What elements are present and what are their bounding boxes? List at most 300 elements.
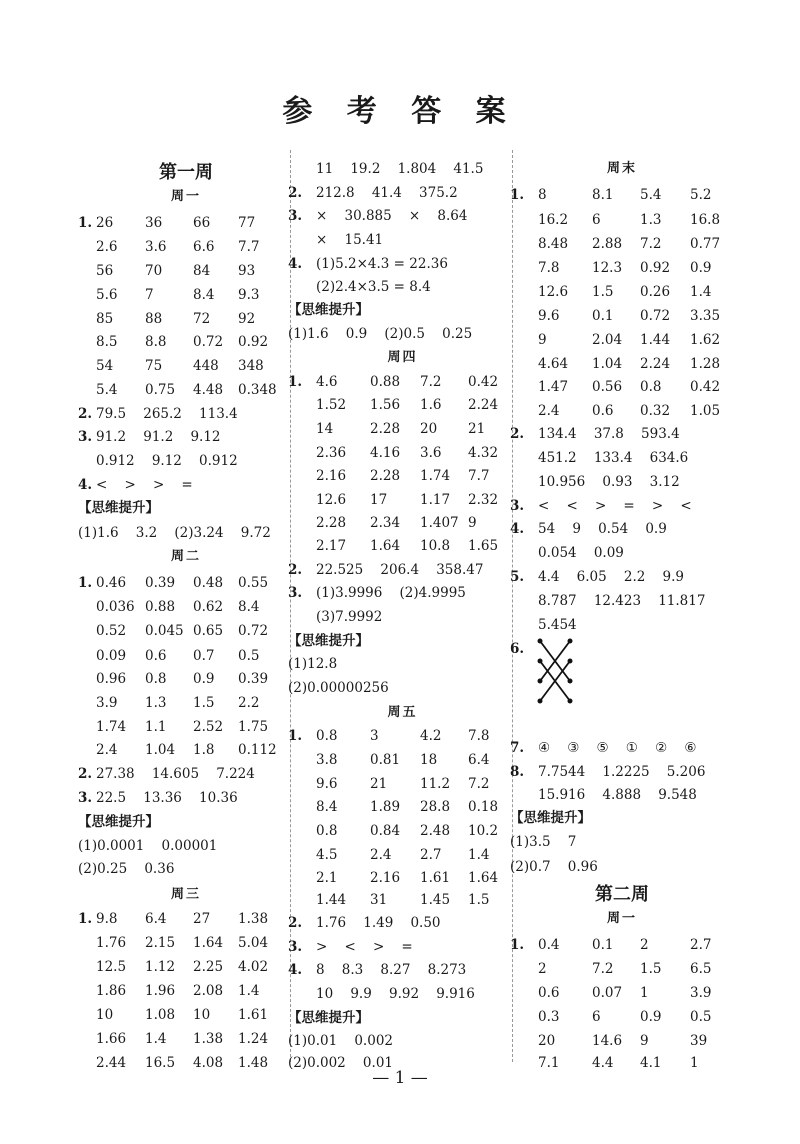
- answer-line: [78, 426, 282, 448]
- answer-cell: 77: [238, 215, 256, 231]
- answer-cell: 0.9: [690, 260, 712, 276]
- answer-row: [90, 692, 282, 714]
- answer-row: [90, 355, 282, 377]
- answer-cell: 0.8: [316, 823, 338, 839]
- answer-row: [90, 620, 282, 642]
- section-heading: 【思维提升】: [510, 810, 591, 826]
- answer-row: [522, 257, 722, 279]
- question-number: 3.: [288, 939, 303, 955]
- answer-cell: 1.04: [592, 356, 623, 372]
- page-title: 参 考 答 案: [282, 94, 518, 129]
- answer-cell: 1.64: [193, 935, 224, 951]
- answer-row: [90, 739, 282, 761]
- answer-cell: 6: [592, 212, 601, 228]
- answer-cell: 1.08: [145, 1007, 176, 1023]
- answer-row: [288, 725, 505, 747]
- section-heading: 【思维提升】: [78, 500, 159, 516]
- answer-cell: 1: [640, 985, 649, 1001]
- answer-text: 22.5 13.36 10.36: [96, 790, 238, 806]
- answer-cell: 2.32: [468, 492, 499, 508]
- question-number: 2.: [288, 562, 303, 578]
- answer-cell: 3.6: [420, 445, 442, 461]
- answer-line: [288, 959, 505, 981]
- answer-line: (2)0.002 0.01: [288, 1055, 393, 1071]
- answer-cell: 1.5: [640, 961, 662, 977]
- day-heading: 周一: [606, 911, 637, 926]
- answer-cell: 0.5: [238, 648, 260, 664]
- answer-line: [510, 761, 722, 783]
- answer-cell: 1.44: [316, 892, 347, 908]
- matching-dot: [538, 679, 543, 684]
- answer-cell: 7: [145, 287, 154, 303]
- question-number: 4.: [288, 256, 303, 272]
- answer-cell: 0.77: [690, 236, 721, 252]
- answer-cell: 18: [420, 752, 438, 768]
- answer-cell: 2.36: [316, 445, 347, 461]
- answer-cell: 9.6: [538, 308, 560, 324]
- answer-cell: 2.2: [238, 695, 260, 711]
- answer-cell: 7.8: [468, 728, 490, 744]
- answer-cell: 3.6: [145, 239, 167, 255]
- answer-cell: 0.112: [238, 742, 277, 758]
- answer-text: 4.4 6.05 2.2 9.9: [538, 569, 684, 585]
- question-number: 7.: [510, 740, 525, 756]
- answer-cell: 2.34: [370, 515, 401, 531]
- answer-cell: 0.9: [193, 671, 215, 687]
- answer-cell: 7.2: [592, 961, 614, 977]
- answer-cell: 12.6: [316, 492, 347, 508]
- answer-cell: 31: [370, 892, 388, 908]
- answer-cell: 0.62: [193, 599, 224, 615]
- day-heading: 周五: [387, 705, 418, 720]
- answer-cell: 1.64: [370, 538, 401, 554]
- answer-cell: 2.4: [538, 403, 560, 419]
- question-number: 1.: [288, 728, 303, 744]
- answer-line: [300, 606, 505, 628]
- answer-cell: 75: [145, 358, 163, 374]
- answer-row: [288, 371, 505, 393]
- matching-dot: [568, 699, 573, 704]
- answer-cell: 3.9: [690, 985, 712, 1001]
- answer-text: ④ ③ ⑤ ① ② ⑥: [538, 740, 697, 756]
- answer-cell: 1.45: [420, 892, 451, 908]
- answer-cell: 0.92: [640, 260, 671, 276]
- answer-cell: 1.4: [238, 983, 260, 999]
- answer-cell: 0.72: [640, 308, 671, 324]
- answer-line: (2)0.7 0.96: [510, 859, 598, 875]
- answer-cell: 2.44: [96, 1055, 127, 1071]
- answer-text: 7.7544 1.2225 5.206: [538, 764, 706, 780]
- answer-cell: 12.5: [96, 959, 127, 975]
- answer-text: 1.76 1.49 0.50: [316, 915, 441, 931]
- answer-row: [90, 645, 282, 667]
- answer-line: (2)0.00000256: [288, 680, 389, 696]
- answer-cell: 1.86: [96, 983, 127, 999]
- answer-row: [90, 379, 282, 401]
- answer-cell: 5.2: [690, 187, 712, 203]
- question-number: 3.: [510, 498, 525, 514]
- answer-text: × 15.41: [316, 232, 384, 248]
- answer-cell: 0.72: [193, 334, 224, 350]
- answer-text: 212.8 41.4 375.2: [316, 185, 458, 201]
- answer-row: [90, 716, 282, 738]
- answer-cell: 1.5: [468, 892, 490, 908]
- week-heading: 第一周: [159, 162, 213, 183]
- answer-cell: 9: [640, 1033, 649, 1049]
- answer-cell: 1.76: [96, 935, 127, 951]
- answer-cell: 1.38: [193, 1031, 224, 1047]
- answer-cell: 2.4: [370, 847, 392, 863]
- answer-cell: 1.62: [690, 332, 721, 348]
- answer-text: 0.912 9.12 0.912: [96, 453, 238, 469]
- answer-cell: 2.48: [420, 823, 451, 839]
- answer-text: 91.2 91.2 9.12: [96, 429, 221, 445]
- answer-text: 134.4 37.8 593.4: [538, 426, 680, 442]
- answer-line: [78, 474, 282, 496]
- answer-cell: 2.7: [420, 847, 442, 863]
- matching-dot: [568, 639, 573, 644]
- answer-row: [510, 184, 722, 206]
- answer-cell: 2.24: [640, 356, 671, 372]
- answer-cell: 2.04: [592, 332, 623, 348]
- answer-text: 11 19.2 1.804 41.5: [316, 161, 484, 177]
- day-heading: 周四: [387, 350, 418, 365]
- answer-text: < > > =: [96, 477, 193, 493]
- answer-cell: 9: [538, 332, 547, 348]
- answer-cell: 1.65: [468, 538, 499, 554]
- answer-cell: 54: [96, 358, 114, 374]
- answer-cell: 8.1: [592, 187, 614, 203]
- answer-cell: 8.4: [316, 799, 338, 815]
- answer-line: [90, 450, 282, 472]
- answer-row: [300, 867, 505, 889]
- answer-cell: 16.2: [538, 212, 569, 228]
- answer-cell: 20: [538, 1033, 556, 1049]
- answer-row: [300, 773, 505, 795]
- answer-line: [288, 936, 505, 958]
- day-heading: 周二: [170, 549, 201, 564]
- question-number: 4.: [288, 962, 303, 978]
- answer-row: [300, 796, 505, 818]
- answer-row: [522, 305, 722, 327]
- answer-cell: 0.8: [640, 379, 662, 395]
- answer-row: [522, 329, 722, 351]
- answer-line: (1)0.0001 0.00001: [78, 838, 218, 854]
- answer-cell: 0.75: [145, 382, 176, 398]
- answer-cell: 0.1: [592, 937, 614, 953]
- answer-cell: 2: [640, 937, 649, 953]
- answer-line: [300, 276, 505, 298]
- answer-cell: 2.4: [96, 742, 118, 758]
- answer-row: [522, 353, 722, 375]
- answer-cell: 1.4: [145, 1031, 167, 1047]
- answer-cell: 20: [420, 421, 438, 437]
- answer-cell: 0.32: [640, 403, 671, 419]
- answer-cell: 1.04: [145, 742, 176, 758]
- question-number: 4.: [78, 477, 93, 493]
- question-number: 5.: [510, 569, 525, 585]
- page-number: — 1 —: [372, 1068, 428, 1088]
- answer-cell: 4.6: [316, 374, 338, 390]
- day-heading: 周一: [170, 189, 201, 204]
- answer-cell: 0.39: [238, 671, 269, 687]
- answer-cell: 1.75: [238, 719, 269, 735]
- answer-text: (1)3.9996 (2)4.9995: [316, 585, 466, 601]
- answer-cell: 1.17: [420, 492, 451, 508]
- answer-row: [78, 908, 282, 930]
- question-number: 2.: [78, 406, 93, 422]
- answer-cell: 2.1: [316, 870, 338, 886]
- answer-row: [300, 749, 505, 771]
- answer-cell: 0.09: [96, 648, 127, 664]
- answer-cell: 10: [193, 1007, 211, 1023]
- answer-cell: 0.8: [316, 728, 338, 744]
- answer-row: [90, 331, 282, 353]
- answer-line: [510, 423, 722, 445]
- answer-cell: 10.2: [468, 823, 499, 839]
- answer-cell: 2: [538, 961, 547, 977]
- answer-line: [510, 495, 722, 517]
- answer-cell: 1.66: [96, 1031, 127, 1047]
- answer-text: (3)7.9992: [316, 609, 383, 625]
- answer-row: [300, 820, 505, 842]
- answer-row: [300, 489, 505, 511]
- answer-cell: 1.05: [690, 403, 721, 419]
- answer-cell: 9: [468, 515, 477, 531]
- answer-cell: 0.6: [145, 648, 167, 664]
- answer-cell: 11.2: [420, 776, 451, 792]
- answer-cell: 0.56: [592, 379, 623, 395]
- answer-cell: 4.1: [640, 1055, 662, 1071]
- answer-cell: 4.2: [420, 728, 442, 744]
- answer-cell: 21: [468, 421, 486, 437]
- answer-row: [510, 934, 722, 956]
- answer-cell: 1.28: [690, 356, 721, 372]
- answer-cell: 0.88: [370, 374, 401, 390]
- answer-cell: 93: [238, 263, 256, 279]
- answer-line: [288, 205, 505, 227]
- answer-cell: 16.5: [145, 1055, 176, 1071]
- answer-line: [288, 912, 505, 934]
- answer-cell: 0.348: [238, 382, 277, 398]
- answer-cell: 1.96: [145, 983, 176, 999]
- answer-cell: 1.4: [690, 284, 712, 300]
- answer-cell: 1.89: [370, 799, 401, 815]
- answer-cell: 1.61: [238, 1007, 269, 1023]
- answer-line: (1)1.6 3.2 (2)3.24 9.72: [78, 525, 271, 541]
- answer-text: 79.5 265.2 113.4: [96, 406, 238, 422]
- answer-cell: 0.4: [538, 937, 560, 953]
- answer-row: [90, 260, 282, 282]
- matching-dot: [568, 679, 573, 684]
- question-number: 6.: [510, 641, 525, 657]
- answer-cell: 0.81: [370, 752, 401, 768]
- answer-text: 8 8.3 8.27 8.273: [316, 962, 467, 978]
- answer-cell: 4.48: [193, 382, 224, 398]
- question-number: 2.: [288, 915, 303, 931]
- answer-cell: 0.65: [193, 623, 224, 639]
- answer-cell: 7.2: [640, 236, 662, 252]
- answer-cell: 0.18: [468, 799, 499, 815]
- question-number: 8.: [510, 764, 525, 780]
- answer-cell: 5.4: [96, 382, 118, 398]
- column-divider: [512, 150, 513, 1062]
- answer-row: [78, 212, 282, 234]
- answer-row: [522, 982, 722, 1004]
- answer-cell: 1.47: [538, 379, 569, 395]
- question-number: 1.: [78, 575, 93, 591]
- answer-row: [522, 1030, 722, 1052]
- question-number: 3.: [78, 790, 93, 806]
- answer-cell: 2.88: [592, 236, 623, 252]
- answer-cell: 8.4: [238, 599, 260, 615]
- answer-cell: 1.74: [420, 468, 451, 484]
- answer-cell: 348: [238, 358, 264, 374]
- answer-cell: 0.045: [145, 623, 184, 639]
- answer-text: (1)5.2×4.3 = 22.36: [316, 256, 448, 272]
- answer-line: [510, 518, 722, 540]
- answer-cell: 2.7: [690, 937, 712, 953]
- section-heading: 【思维提升】: [288, 633, 369, 649]
- answer-column-1: [78, 0, 282, 1144]
- section-heading: 【思维提升】: [288, 1010, 369, 1026]
- matching-dot: [538, 699, 543, 704]
- answer-text: 5.454: [538, 617, 577, 633]
- question-number: 2.: [288, 185, 303, 201]
- answer-cell: 7.2: [420, 374, 442, 390]
- answer-line: [510, 566, 722, 588]
- answer-text: 10 9.9 9.92 9.916: [316, 986, 475, 1002]
- answer-line: [78, 763, 282, 785]
- answer-cell: 0.52: [96, 623, 127, 639]
- answer-cell: 27: [193, 911, 211, 927]
- answer-cell: 26: [96, 215, 114, 231]
- answer-cell: 448: [193, 358, 219, 374]
- answer-cell: 0.07: [592, 985, 623, 1001]
- answer-cell: 28.8: [420, 799, 451, 815]
- matching-dot: [568, 659, 573, 664]
- answer-cell: 6.6: [193, 239, 215, 255]
- answer-line: [288, 582, 505, 604]
- question-number: 1.: [288, 374, 303, 390]
- answer-cell: 2.08: [193, 983, 224, 999]
- answer-cell: 0.42: [690, 379, 721, 395]
- answer-text: 15.916 4.888 9.548: [538, 787, 697, 803]
- answer-cell: 92: [238, 311, 256, 327]
- answer-cell: 1.52: [316, 397, 347, 413]
- answer-line: [300, 158, 505, 180]
- question-number: 1.: [510, 937, 525, 953]
- matching-diagram: [530, 633, 580, 713]
- answer-row: [300, 889, 505, 911]
- answer-cell: 1.61: [420, 870, 451, 886]
- answer-cell: 0.7: [193, 648, 215, 664]
- answer-cell: 2.16: [370, 870, 401, 886]
- answer-line: [522, 590, 722, 612]
- answer-text: (2)2.4×3.5 = 8.4: [316, 279, 431, 295]
- answer-cell: 0.1: [592, 308, 614, 324]
- answer-cell: 7.2: [468, 776, 490, 792]
- answer-row: [300, 512, 505, 534]
- answer-cell: 4.64: [538, 356, 569, 372]
- answer-text: 0.054 0.09: [538, 545, 624, 561]
- answer-cell: 0.5: [690, 1009, 712, 1025]
- question-number: 2.: [78, 766, 93, 782]
- answer-row: [300, 442, 505, 464]
- answer-cell: 3.35: [690, 308, 721, 324]
- answer-row: [78, 572, 282, 594]
- answer-cell: 2.28: [316, 515, 347, 531]
- question-number: 2.: [510, 426, 525, 442]
- answer-cell: 9.3: [238, 287, 260, 303]
- answer-cell: 0.6: [538, 985, 560, 1001]
- answer-row: [522, 209, 722, 231]
- section-heading: 【思维提升】: [78, 814, 159, 830]
- answer-text: 8.787 12.423 11.817: [538, 593, 706, 609]
- answer-row: [90, 236, 282, 258]
- answer-cell: 0.72: [238, 623, 269, 639]
- answer-row: [522, 233, 722, 255]
- answer-cell: 1.407: [420, 515, 459, 531]
- answer-cell: 0.48: [193, 575, 224, 591]
- answer-row: [522, 281, 722, 303]
- answer-cell: 1.44: [640, 332, 671, 348]
- answer-text: 22.525 206.4 358.47: [316, 562, 484, 578]
- answer-cell: 1.48: [238, 1055, 269, 1071]
- answer-line: [78, 403, 282, 425]
- answer-cell: 14.6: [592, 1033, 623, 1049]
- answer-line: (1)1.6 0.9 (2)0.5 0.25: [288, 326, 473, 342]
- matching-dot: [538, 639, 543, 644]
- answer-line: [288, 559, 505, 581]
- answer-cell: 4.5: [316, 847, 338, 863]
- answer-cell: 85: [96, 311, 114, 327]
- answer-cell: 1.38: [238, 911, 269, 927]
- week-heading: 第二周: [595, 884, 649, 905]
- answer-cell: 2.28: [370, 468, 401, 484]
- answer-row: [90, 1004, 282, 1026]
- answer-row: [90, 308, 282, 330]
- answer-cell: 88: [145, 311, 163, 327]
- answer-cell: 5.6: [96, 287, 118, 303]
- answer-cell: 5.04: [238, 935, 269, 951]
- answer-text: × 30.885 × 8.64: [316, 208, 468, 224]
- answer-row: [522, 1006, 722, 1028]
- answer-cell: 8.48: [538, 236, 569, 252]
- answer-row: [522, 958, 722, 980]
- answer-row: [90, 668, 282, 690]
- answer-line: [522, 784, 722, 806]
- answer-cell: 4.16: [370, 445, 401, 461]
- answer-cell: 7.8: [538, 260, 560, 276]
- answer-row: [300, 535, 505, 557]
- answer-cell: 7.1: [538, 1055, 560, 1071]
- answer-cell: 0.46: [96, 575, 127, 591]
- day-heading: 周末: [606, 161, 637, 176]
- answer-cell: 2.16: [316, 468, 347, 484]
- answer-cell: 10: [96, 1007, 114, 1023]
- answer-text: 451.2 133.4 634.6: [538, 450, 689, 466]
- answer-cell: 1.6: [420, 397, 442, 413]
- answer-cell: 2.52: [193, 719, 224, 735]
- answer-row: [300, 465, 505, 487]
- answer-cell: 1.3: [640, 212, 662, 228]
- answer-cell: 0.96: [96, 671, 127, 687]
- answer-cell: 1.1: [145, 719, 167, 735]
- answer-cell: 2.28: [370, 421, 401, 437]
- answer-cell: 2.17: [316, 538, 347, 554]
- answer-cell: 0.6: [592, 403, 614, 419]
